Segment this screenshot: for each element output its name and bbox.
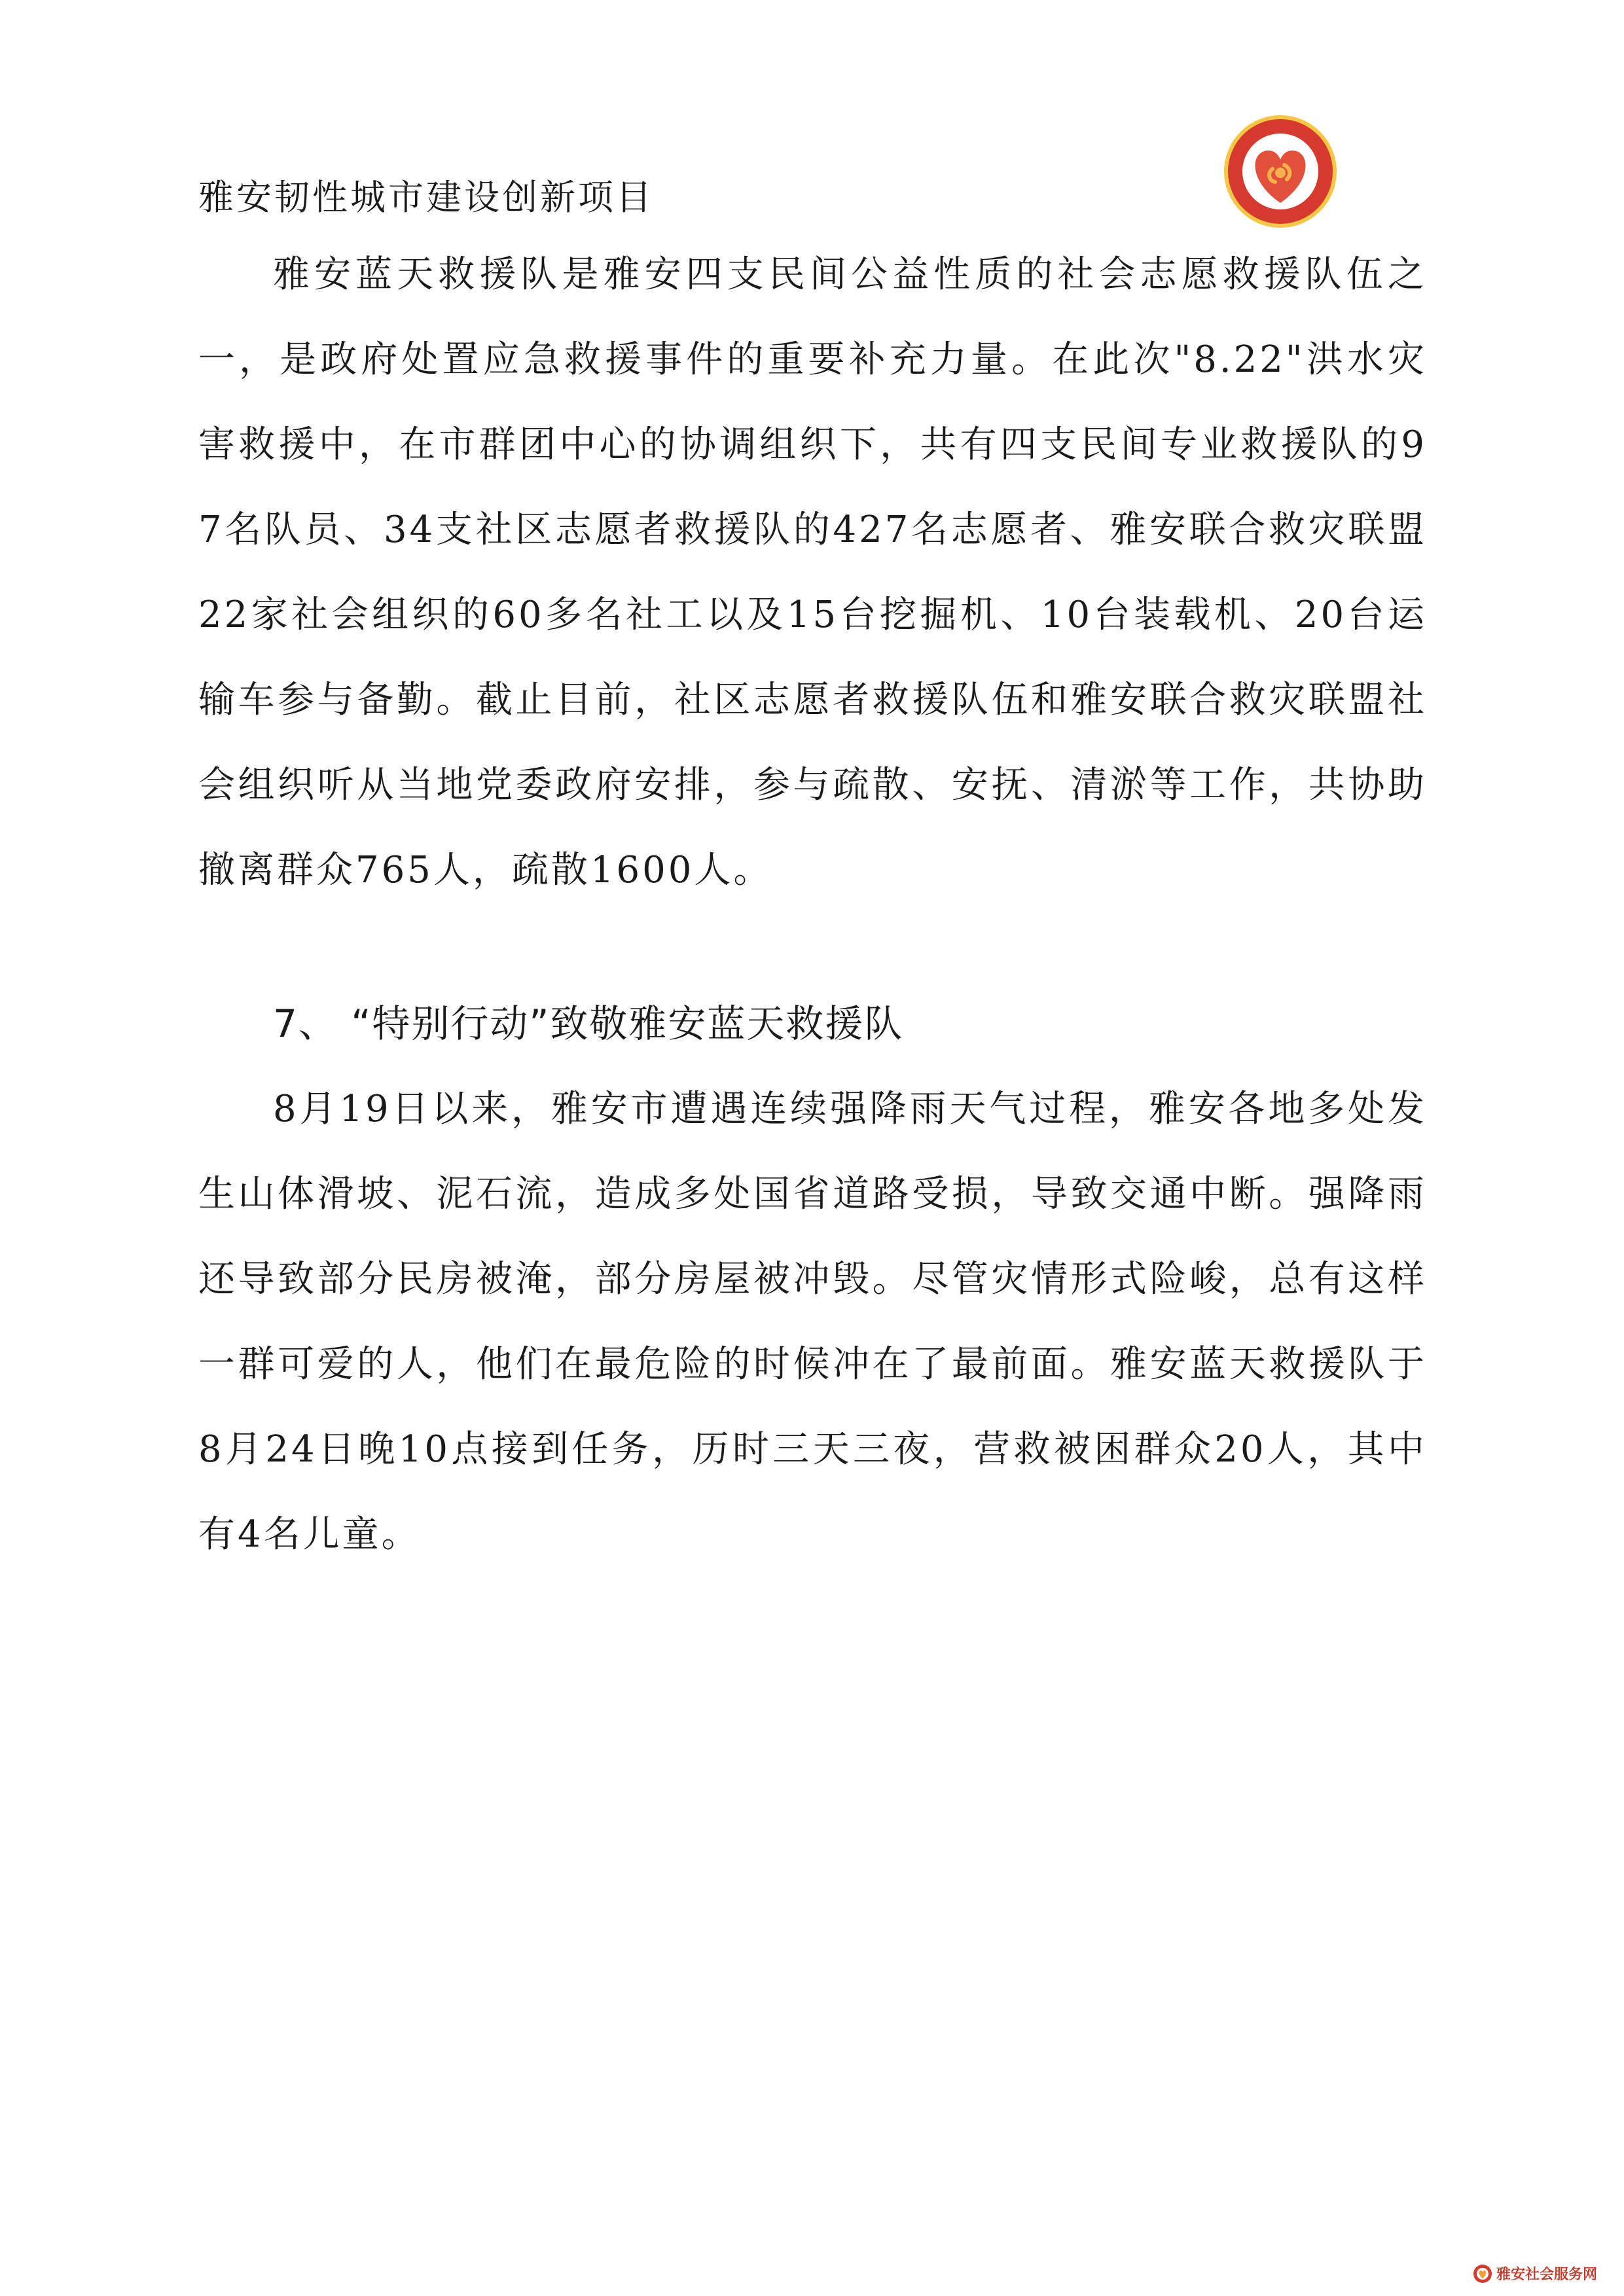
section-7-heading: 7、 “特别行动”致敬雅安蓝天救援队 (273, 1001, 904, 1046)
heart-logo-icon (1221, 113, 1339, 230)
footer-watermark (1473, 2263, 1597, 2284)
section-7-paragraph: 8月19日以来，雅安市遭遇连续强降雨天气过程，雅安各地多处发生山体滑坡、泥石流，造成多处国省道路受损，导致交通中断。强降雨还导致部分民房被淹，部分房屋被冲毁。尽管灾情形式险峻，总有这样一群可爱的人，他们在最危险的时候冲在了最前面。雅安蓝天救援队于8月24日晚10点接到任务，历时三天三夜，营救被困群众20人，其中有4名儿童。 (198, 1088, 1427, 1556)
watermark-heart-icon (1473, 2264, 1492, 2284)
watermark-text: 雅安社会服务网 (1496, 2267, 1598, 2283)
organization-logo (1221, 113, 1339, 230)
page-header-title: 雅安韧性城市建设创新项目 (198, 177, 654, 218)
intro-paragraph: 雅安蓝天救援队是雅安四支民间公益性质的社会志愿救援队伍之一，是政府处置应急救援事件的重要补充力量。在此次"8.22"洪水灾害救援中，在市群团中心的协调组织下，共有四支民间专业救援队的97名队员、34支社区志愿者救援队的427名志愿者、雅安联合救灾联盟22家社会组织的60多名社工以及15台挖掘机、10台装载机、20台运输车参与备勤。截止目前，社区志愿者救援队伍和雅安联合救灾联盟社会组织听从当地党委政府安排，参与疏散、安抚、清淤等工作，共协助撤离群众765人，疏散1600人。 (198, 253, 1427, 891)
